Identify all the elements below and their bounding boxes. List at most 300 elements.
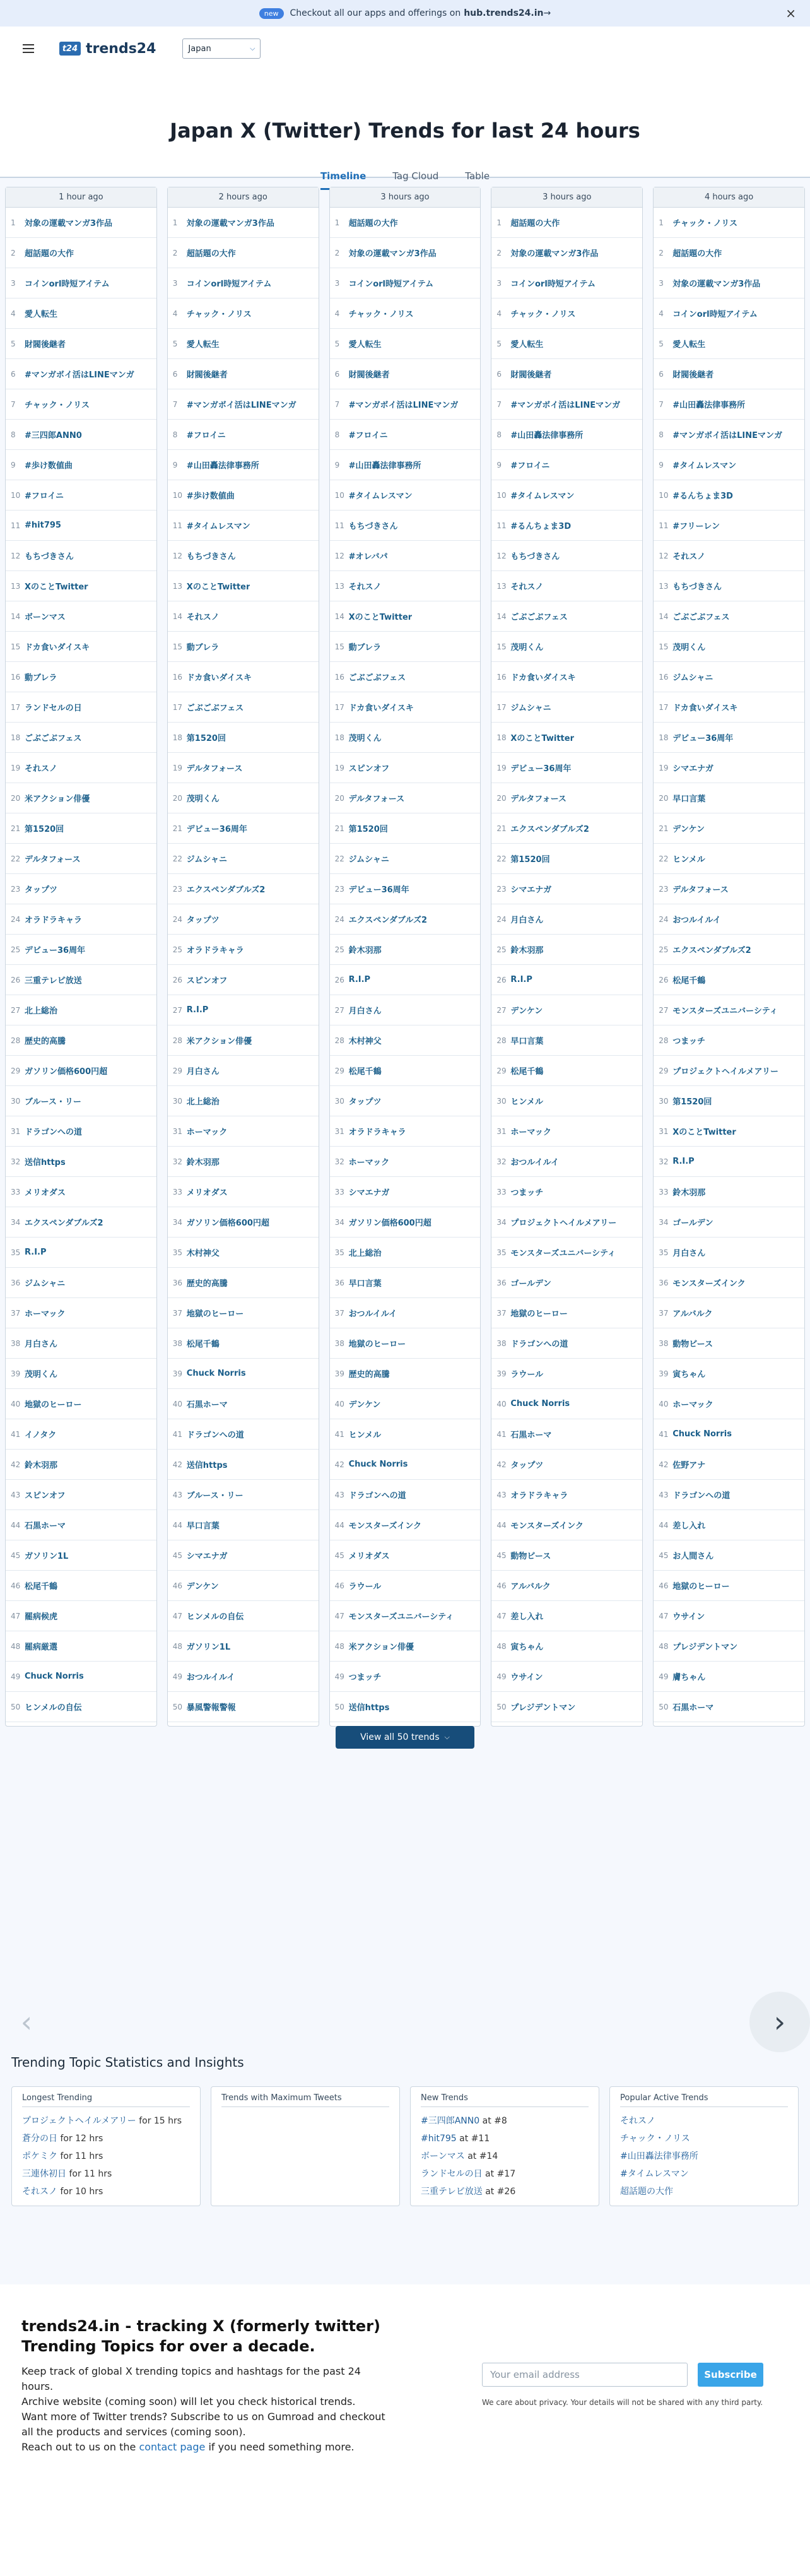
trend-item[interactable]	[330, 1207, 481, 1238]
view-all-button[interactable]	[336, 1726, 474, 1749]
trend-link[interactable]: もちづきさん	[348, 522, 398, 531]
trend-link[interactable]: Chuck Norris	[672, 1429, 732, 1439]
trend-item[interactable]	[654, 1450, 804, 1480]
tab-tag-cloud[interactable]: Tag Cloud	[392, 170, 439, 182]
trend-link[interactable]: 茂明くん	[510, 643, 544, 653]
trend-link[interactable]: 送信https	[186, 1461, 228, 1470]
trend-item[interactable]	[6, 480, 156, 511]
trend-item[interactable]	[6, 692, 156, 723]
trend-link[interactable]: ホーマック	[348, 1158, 390, 1167]
trend-item[interactable]	[491, 1147, 642, 1177]
trend-link[interactable]: #山田轟法律事務所	[348, 461, 421, 471]
trend-item[interactable]	[491, 1298, 642, 1328]
trend-link[interactable]: 北上総治	[186, 1097, 220, 1107]
trend-item[interactable]	[654, 1419, 804, 1450]
trend-link[interactable]: ガソリン価格600円超	[348, 1219, 431, 1228]
trend-item[interactable]	[330, 995, 481, 1025]
trend-item[interactable]	[654, 541, 804, 571]
trend-link[interactable]: ヒンメルの自伝	[186, 1612, 244, 1622]
trend-link[interactable]: 石黒ホーマ	[25, 1521, 66, 1531]
trend-link[interactable]: XのことTwitter	[672, 1128, 736, 1137]
trend-link[interactable]: #フロイニ	[186, 431, 226, 440]
trend-item[interactable]	[491, 1692, 642, 1722]
trend-link[interactable]: 三重テレビ放送	[25, 976, 82, 986]
trend-link[interactable]: 愛人転生	[510, 340, 544, 350]
trend-item[interactable]	[330, 1601, 481, 1631]
trend-item[interactable]	[654, 1692, 804, 1722]
trend-item[interactable]	[330, 389, 481, 420]
contact-link[interactable]: contact page	[139, 2441, 206, 2453]
trend-link[interactable]: メリオダス	[348, 1552, 390, 1561]
trend-item[interactable]	[330, 450, 481, 480]
email-input[interactable]: Your email address	[482, 2363, 688, 2387]
trend-item[interactable]	[654, 874, 804, 904]
trend-item[interactable]	[168, 268, 319, 298]
trend-link[interactable]: ブルース・リー	[186, 1491, 244, 1501]
trend-item[interactable]	[6, 1298, 156, 1328]
trend-link[interactable]: 歴史的高騰	[348, 1370, 390, 1380]
trend-item[interactable]	[6, 511, 156, 541]
trend-link[interactable]: 月白さん	[348, 1007, 382, 1016]
trend-link[interactable]: #オレバパ	[348, 552, 388, 562]
trend-item[interactable]	[6, 329, 156, 359]
trend-link[interactable]: ラウール	[510, 1370, 544, 1380]
trend-item[interactable]	[330, 511, 481, 541]
trend-item[interactable]	[491, 1025, 642, 1056]
trend-link[interactable]: R.I.P	[510, 975, 532, 984]
trend-item[interactable]	[491, 1207, 642, 1238]
stat-trend-link[interactable]: 超話題の大作	[620, 2187, 673, 2197]
trend-item[interactable]	[491, 995, 642, 1025]
trend-link[interactable]: 木村神父	[186, 1249, 220, 1258]
trend-item[interactable]	[6, 1025, 156, 1056]
trend-link[interactable]: おつルイルイ	[348, 1309, 397, 1319]
trend-link[interactable]: プロジェクトヘイルメアリー	[510, 1219, 617, 1228]
trend-link[interactable]: 米アクション俳優	[25, 795, 90, 804]
trend-link[interactable]: 松尾千鶴	[186, 1340, 220, 1349]
trend-link[interactable]: つまッチ	[672, 1037, 706, 1046]
trend-item[interactable]	[6, 1540, 156, 1571]
trend-item[interactable]	[168, 813, 319, 844]
trend-item[interactable]	[654, 1328, 804, 1359]
trend-item[interactable]	[330, 1116, 481, 1147]
trend-link[interactable]: #フロイニ	[510, 461, 550, 471]
trend-item[interactable]	[168, 965, 319, 995]
trend-link[interactable]: シマエナガ	[510, 885, 552, 895]
trend-link[interactable]: 米アクション俳優	[348, 1643, 414, 1652]
stat-trend-link[interactable]: #hit795	[421, 2134, 457, 2144]
trend-item[interactable]	[330, 329, 481, 359]
trend-item[interactable]	[6, 904, 156, 935]
trend-link[interactable]: 財閥後継者	[348, 370, 390, 380]
trend-item[interactable]	[6, 1571, 156, 1601]
trend-item[interactable]	[168, 753, 319, 783]
banner-link[interactable]: hub.trends24.in	[464, 8, 544, 18]
trend-link[interactable]: デンケン	[186, 1582, 219, 1592]
trend-item[interactable]	[654, 1571, 804, 1601]
trend-link[interactable]: チャック・ノリス	[510, 310, 576, 319]
trend-item[interactable]	[491, 1601, 642, 1631]
trend-link[interactable]: #るんちょま3D	[672, 492, 733, 501]
trend-link[interactable]: 動ブレラ	[348, 643, 382, 653]
trend-item[interactable]	[654, 359, 804, 389]
trend-item[interactable]	[654, 783, 804, 813]
trend-link[interactable]: おつルイルイ	[510, 1158, 559, 1167]
trend-link[interactable]: ガソリン1L	[186, 1643, 231, 1652]
stat-trend-link[interactable]: #三四郎ANN0	[421, 2116, 480, 2126]
trend-item[interactable]	[6, 1631, 156, 1662]
trend-item[interactable]	[6, 632, 156, 662]
trend-item[interactable]	[491, 1268, 642, 1298]
trend-item[interactable]	[6, 1662, 156, 1692]
trend-item[interactable]	[491, 1389, 642, 1419]
trend-item[interactable]	[330, 238, 481, 268]
trend-item[interactable]	[491, 420, 642, 450]
trend-link[interactable]: デンケン	[348, 1400, 381, 1410]
trend-link[interactable]: R.I.P	[348, 975, 371, 984]
trend-item[interactable]	[168, 1692, 319, 1722]
trend-link[interactable]: 鈴木羽那	[186, 1158, 220, 1167]
trend-item[interactable]	[330, 874, 481, 904]
trend-link[interactable]: オラドラキャラ	[25, 916, 83, 925]
trend-link[interactable]: お人間さん	[672, 1552, 714, 1561]
trend-item[interactable]	[168, 359, 319, 389]
trend-link[interactable]: アルバルク	[510, 1582, 551, 1592]
trend-link[interactable]: ヒンメル	[348, 1431, 382, 1440]
trend-link[interactable]: 愛人転生	[672, 340, 706, 350]
trend-link[interactable]: 石黒ホーマ	[672, 1703, 714, 1713]
trend-item[interactable]	[6, 1450, 156, 1480]
trend-link[interactable]: ランドセルの日	[25, 704, 82, 713]
trend-link[interactable]: チャック・ノリス	[25, 401, 90, 410]
trend-item[interactable]	[330, 692, 481, 723]
trend-link[interactable]: 超話題の大作	[25, 249, 74, 259]
trend-link[interactable]: ジムシャニ	[510, 704, 551, 713]
trend-link[interactable]: 第1520回	[672, 1097, 712, 1107]
trend-link[interactable]: 超話題の大作	[510, 219, 560, 228]
trend-link[interactable]: XのことTwitter	[25, 582, 88, 592]
trend-item[interactable]	[491, 1086, 642, 1116]
trend-link[interactable]: エクスペンダブルズ2	[672, 946, 751, 955]
trend-item[interactable]	[654, 268, 804, 298]
trend-item[interactable]	[6, 965, 156, 995]
trend-item[interactable]	[6, 359, 156, 389]
trend-item[interactable]	[168, 1419, 319, 1450]
trend-link[interactable]: 歴史的高騰	[186, 1279, 228, 1289]
trend-item[interactable]	[654, 1298, 804, 1328]
trend-link[interactable]: 愛人転生	[186, 340, 220, 350]
trend-link[interactable]: チャック・ノリス	[186, 310, 252, 319]
trend-link[interactable]: Chuck Norris	[186, 1369, 246, 1378]
trend-link[interactable]: #タイムレスマン	[510, 492, 575, 501]
trend-item[interactable]	[491, 511, 642, 541]
trend-item[interactable]	[654, 692, 804, 723]
trend-link[interactable]: オラドラキャラ	[510, 1491, 568, 1501]
trend-item[interactable]	[654, 1268, 804, 1298]
trend-item[interactable]	[6, 995, 156, 1025]
trend-link[interactable]: 地獄のヒーロー	[348, 1340, 406, 1349]
trend-item[interactable]	[168, 238, 319, 268]
trend-item[interactable]	[6, 874, 156, 904]
trend-item[interactable]	[330, 420, 481, 450]
trend-item[interactable]	[654, 511, 804, 541]
trend-link[interactable]: ヒンメル	[510, 1097, 544, 1107]
trend-item[interactable]	[168, 1389, 319, 1419]
trend-link[interactable]: 早口言葉	[348, 1279, 382, 1289]
stat-trend-link[interactable]: それスノ	[620, 2116, 655, 2126]
trend-item[interactable]	[6, 541, 156, 571]
trend-link[interactable]: 財閥後継者	[186, 370, 228, 380]
trend-link[interactable]: XのことTwitter	[510, 734, 574, 743]
trend-item[interactable]	[330, 480, 481, 511]
trend-link[interactable]: ごぶごぶフェス	[25, 734, 82, 743]
trend-item[interactable]	[654, 1540, 804, 1571]
trend-item[interactable]	[6, 813, 156, 844]
trend-item[interactable]	[654, 1086, 804, 1116]
trend-item[interactable]	[6, 935, 156, 965]
trend-link[interactable]: 対象の運載マンガ3作品	[186, 219, 274, 228]
trend-link[interactable]: #タイムレスマン	[186, 522, 250, 531]
trend-item[interactable]	[168, 1662, 319, 1692]
trend-item[interactable]	[168, 480, 319, 511]
trend-link[interactable]: もちづきさん	[25, 552, 74, 562]
trend-link[interactable]: コインorl時短アイテム	[186, 280, 272, 289]
trend-link[interactable]: 第1520回	[186, 734, 226, 743]
trend-link[interactable]: チャック・ノリス	[672, 219, 738, 228]
trend-link[interactable]: #山田轟法律事務所	[510, 431, 584, 440]
trend-item[interactable]	[330, 904, 481, 935]
trend-link[interactable]: コインorl時短アイテム	[672, 310, 758, 319]
trend-link[interactable]: 第1520回	[25, 825, 64, 834]
trend-link[interactable]: 送信https	[348, 1703, 390, 1713]
trend-item[interactable]	[491, 723, 642, 753]
trend-item[interactable]	[491, 1056, 642, 1086]
trend-link[interactable]: 松尾千鶴	[672, 976, 706, 986]
trend-item[interactable]	[491, 1662, 642, 1692]
trend-item[interactable]	[491, 783, 642, 813]
trend-item[interactable]	[654, 329, 804, 359]
trend-item[interactable]	[168, 874, 319, 904]
trend-link[interactable]: デルタフォース	[510, 795, 566, 804]
trend-item[interactable]	[168, 1238, 319, 1268]
trend-item[interactable]	[168, 1147, 319, 1177]
trend-link[interactable]: 地獄のヒーロー	[25, 1400, 82, 1410]
trend-item[interactable]	[330, 1480, 481, 1510]
trend-link[interactable]: オラドラキャラ	[186, 946, 244, 955]
trend-link[interactable]: デルタフォース	[348, 795, 405, 804]
trend-item[interactable]	[491, 480, 642, 511]
trend-item[interactable]	[6, 389, 156, 420]
trend-item[interactable]	[6, 1116, 156, 1147]
trend-link[interactable]: ホーマック	[510, 1128, 551, 1137]
trend-link[interactable]: デビュー36周年	[672, 734, 734, 743]
trend-link[interactable]: エクスペンダブルズ2	[186, 885, 266, 895]
trend-item[interactable]	[654, 601, 804, 632]
trend-link[interactable]: ホーマック	[25, 1309, 66, 1319]
trend-item[interactable]	[491, 541, 642, 571]
trend-item[interactable]	[330, 601, 481, 632]
trend-item[interactable]	[491, 1510, 642, 1540]
trend-link[interactable]: #フリーレン	[672, 522, 720, 531]
trend-item[interactable]	[654, 238, 804, 268]
trend-link[interactable]: 月白さん	[672, 1249, 706, 1258]
trend-item[interactable]	[6, 1207, 156, 1238]
trend-item[interactable]	[654, 1389, 804, 1419]
trend-link[interactable]: Chuck Norris	[510, 1399, 570, 1409]
trend-item[interactable]	[168, 692, 319, 723]
trend-link[interactable]: オラドラキャラ	[348, 1128, 406, 1137]
trend-link[interactable]: 対象の運載マンガ3作品	[510, 249, 599, 259]
trend-link[interactable]: 北上総治	[25, 1007, 58, 1016]
trend-link[interactable]: デルタフォース	[186, 764, 243, 774]
trend-item[interactable]	[654, 813, 804, 844]
trend-link[interactable]: R.I.P	[186, 1005, 209, 1015]
trend-item[interactable]	[654, 1601, 804, 1631]
trend-link[interactable]: モンスターズユニバーシティ	[348, 1612, 454, 1622]
trend-item[interactable]	[654, 298, 804, 329]
trend-link[interactable]: 寅ちゃん	[510, 1643, 544, 1652]
trend-link[interactable]: 財閥後継者	[25, 340, 66, 350]
trend-item[interactable]	[6, 844, 156, 874]
trend-item[interactable]	[168, 420, 319, 450]
trend-item[interactable]	[330, 1025, 481, 1056]
trend-link[interactable]: 石黒ホーマ	[510, 1431, 552, 1440]
trend-item[interactable]	[654, 1025, 804, 1056]
trend-item[interactable]	[330, 783, 481, 813]
trend-item[interactable]	[6, 1692, 156, 1722]
stat-trend-link[interactable]: #タイムレスマン	[620, 2169, 689, 2179]
trend-item[interactable]	[654, 1147, 804, 1177]
trend-link[interactable]: 罷病厳選	[25, 1643, 58, 1652]
stat-trend-link[interactable]: #山田轟法律事務所	[620, 2151, 698, 2161]
trend-link[interactable]: アルバルク	[672, 1309, 713, 1319]
trend-item[interactable]	[168, 904, 319, 935]
trend-link[interactable]: R.I.P	[25, 1248, 47, 1257]
stat-trend-link[interactable]: 三連休初日	[22, 2169, 66, 2179]
trend-link[interactable]: #フロイニ	[348, 431, 388, 440]
trend-item[interactable]	[330, 1419, 481, 1450]
trend-link[interactable]: ごぶごぶフェス	[348, 673, 406, 683]
trend-link[interactable]: 対象の運載マンガ3作品	[672, 280, 761, 289]
trend-link[interactable]: ドラゴンへの道	[672, 1491, 731, 1501]
trend-item[interactable]	[6, 1389, 156, 1419]
trend-link[interactable]: モンスターズインク	[348, 1521, 422, 1531]
trend-item[interactable]	[654, 1631, 804, 1662]
trend-link[interactable]: 石黒ホーマ	[186, 1400, 228, 1410]
trend-item[interactable]	[330, 1389, 481, 1419]
trend-link[interactable]: 鈴木羽那	[348, 946, 382, 955]
trend-item[interactable]	[168, 389, 319, 420]
trend-item[interactable]	[330, 1177, 481, 1207]
trend-link[interactable]: ホーマック	[186, 1128, 228, 1137]
prev-arrow-icon[interactable]: ‹	[20, 2005, 33, 2039]
trend-link[interactable]: 地獄のヒーロー	[672, 1582, 730, 1592]
trend-item[interactable]	[168, 1450, 319, 1480]
trend-item[interactable]	[6, 1268, 156, 1298]
trend-link[interactable]: 動物ビース	[672, 1340, 713, 1349]
trend-item[interactable]	[330, 723, 481, 753]
trend-link[interactable]: XのことTwitter	[348, 613, 413, 622]
trend-link[interactable]: つまッチ	[348, 1673, 382, 1682]
trend-link[interactable]: スピンオフ	[25, 1491, 66, 1501]
trend-item[interactable]	[654, 1480, 804, 1510]
trend-item[interactable]	[330, 1086, 481, 1116]
trend-item[interactable]	[330, 1692, 481, 1722]
trend-item[interactable]	[330, 298, 481, 329]
trend-item[interactable]	[330, 1268, 481, 1298]
trend-item[interactable]	[330, 1510, 481, 1540]
trend-item[interactable]	[654, 632, 804, 662]
trend-item[interactable]	[491, 298, 642, 329]
trend-link[interactable]: モンスターズインク	[510, 1521, 584, 1531]
trend-link[interactable]: 動物ビース	[510, 1552, 551, 1561]
trend-link[interactable]: #タイムレスマン	[672, 461, 737, 471]
trend-item[interactable]	[491, 1238, 642, 1268]
trend-item[interactable]	[6, 450, 156, 480]
trend-link[interactable]: コインorl時短アイテム	[348, 280, 434, 289]
trend-link[interactable]: ホーマック	[672, 1400, 713, 1410]
trend-item[interactable]	[491, 813, 642, 844]
trend-item[interactable]	[330, 541, 481, 571]
trend-link[interactable]: 寅ちゃん	[672, 1370, 706, 1380]
trend-link[interactable]: 茂明くん	[25, 1370, 58, 1380]
trend-link[interactable]: 超話題の大作	[348, 219, 398, 228]
trend-item[interactable]	[168, 450, 319, 480]
trend-item[interactable]	[491, 268, 642, 298]
trend-link[interactable]: 米アクション俳優	[186, 1037, 252, 1046]
trend-link[interactable]: ごぶごぶフェス	[672, 613, 730, 622]
trend-link[interactable]: デビュー36周年	[25, 946, 86, 955]
trend-item[interactable]	[168, 1268, 319, 1298]
trend-item[interactable]	[330, 1238, 481, 1268]
trend-link[interactable]: 茂明くん	[348, 734, 382, 743]
trend-link[interactable]: 月白さん	[186, 1067, 220, 1077]
trend-item[interactable]	[6, 238, 156, 268]
trend-item[interactable]	[168, 601, 319, 632]
menu-icon[interactable]	[23, 44, 34, 53]
trend-link[interactable]: デンケン	[672, 825, 705, 834]
trend-item[interactable]	[6, 298, 156, 329]
trend-link[interactable]: 送信https	[25, 1158, 66, 1167]
trend-item[interactable]	[168, 1480, 319, 1510]
trend-item[interactable]	[168, 511, 319, 541]
trend-link[interactable]: #マンガボイ活はLINEマンガ	[672, 431, 782, 440]
trend-item[interactable]	[330, 268, 481, 298]
trend-link[interactable]: ドラゴンへの道	[25, 1128, 83, 1137]
trend-item[interactable]	[330, 753, 481, 783]
trend-item[interactable]	[491, 1419, 642, 1450]
trend-link[interactable]: 財閥後継者	[510, 370, 552, 380]
trend-link[interactable]: #山田轟法律事務所	[672, 401, 746, 410]
trend-item[interactable]	[654, 753, 804, 783]
site-logo[interactable]	[59, 41, 156, 57]
trend-item[interactable]	[6, 1328, 156, 1359]
trend-link[interactable]: コインorl時短アイテム	[510, 280, 596, 289]
trend-item[interactable]	[491, 359, 642, 389]
stat-trend-link[interactable]: それスノ	[22, 2187, 57, 2197]
trend-link[interactable]: 動ブレラ	[25, 673, 57, 683]
trend-link[interactable]: R.I.P	[672, 1157, 695, 1166]
trend-link[interactable]: ジムシャニ	[186, 855, 228, 865]
trend-item[interactable]	[330, 1662, 481, 1692]
trend-item[interactable]	[654, 723, 804, 753]
trend-item[interactable]	[491, 238, 642, 268]
trend-link[interactable]: モンスターズユニバーシティ	[510, 1249, 616, 1258]
trend-item[interactable]	[654, 904, 804, 935]
trend-link[interactable]: シマエナガ	[186, 1552, 228, 1561]
trend-item[interactable]	[330, 1540, 481, 1571]
trend-item[interactable]	[330, 1298, 481, 1328]
